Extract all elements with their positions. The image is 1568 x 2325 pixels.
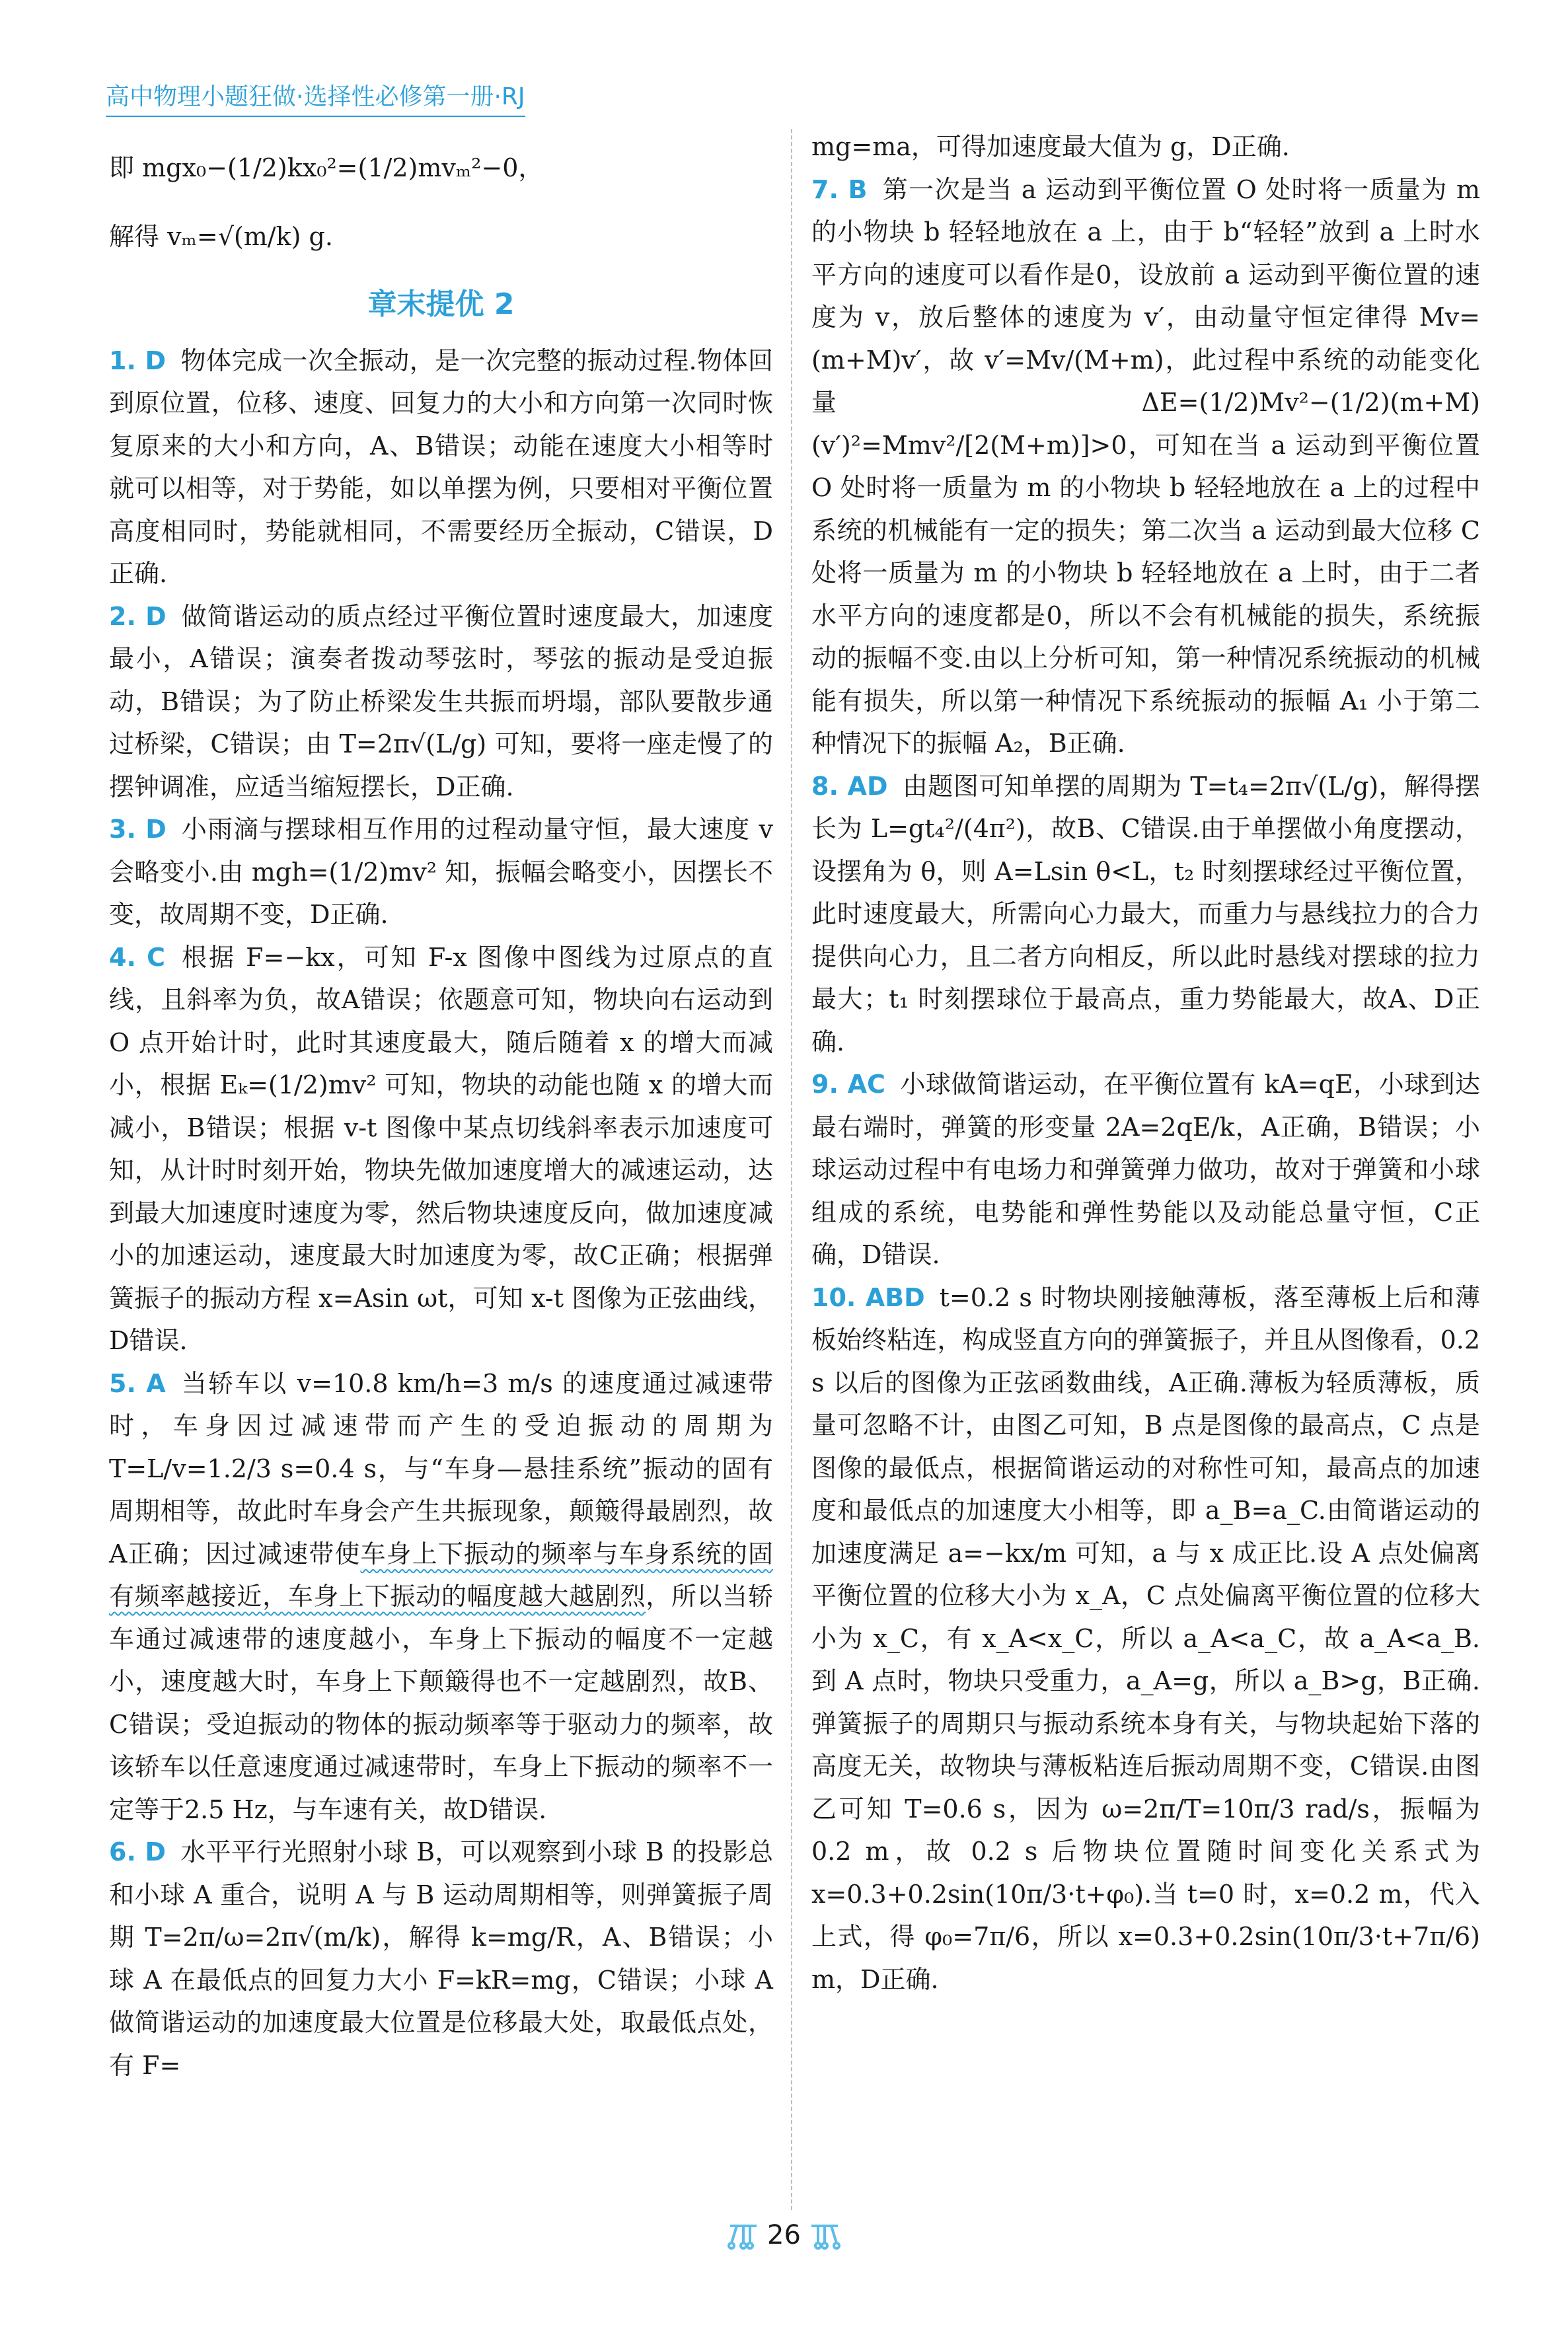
intro-result: 解得 vₘ=√(m/k) g.	[109, 222, 333, 251]
answer-item-6	[109, 1831, 773, 2086]
explanation: 物体完成一次全振动，是一次完整的振动过程.物体回到原位置，位移、速度、回复力的大小和方向第一次同时恢复原来的大小和方向，A、B错误；动能在速度大小相等时就可以相等，对于势能，如以单摆为例，只要相对平衡位置高度相同时，势能就相同，不需要经历全振动，C错误，D正确.	[109, 346, 773, 588]
pendulum-icon	[728, 2223, 758, 2250]
answer-key: 2. D	[109, 601, 167, 631]
answer-item-8	[811, 765, 1480, 1064]
explanation: 当轿车以 v=10.8 km/h=3 m/s 的速度通过减速带时，车身因过减速带而产生的受迫振动的周期为 T=L/v=1.2/3 s=0.4 s，与“车身—悬挂系统”振动的固有周期相等，故此时车身会产生共振现象，颠簸得最剧烈，故A正确；因过减速带使	[109, 1368, 773, 1568]
answer-item-10	[811, 1276, 1480, 2001]
explanation: 根据 F=−kx，可知 F-x 图像中图线为过原点的直线，且斜率为负，故A错误；依题意可知，物块向右运动到 O 点开始计时，此时其速度最大，随后随着 x 的增大而减小，根据 Eₖ=(1/2)mv² 可知，物块的动能也随 x 的增大而减小，B错误；根据 v-t 图像中某点切线斜率表示加速度可知，从计时时刻开始，物块先做加速度增大的减速运动，达到最大加速度时速度为零，然后物块速度反向，做加速度减小的加速运动，速度最大时加速度为零，故C正确；根据弹簧振子的振动方程 x=Asin ωt，可知 x-t 图像为正弦曲线，D错误.	[109, 942, 773, 1355]
answer-item-3	[109, 808, 773, 936]
explanation: t=0.2 s 时物块刚接触薄板，落至薄板上后和薄板始终粘连，构成竖直方向的弹簧振子，并且从图像看，0.2 s 以后的图像为正弦函数曲线，A正确.薄板为轻质薄板，质量可忽略不计，由图乙可知，B 点是图像的最高点，C 点是图像的最低点，根据简谐运动的对称性可知，最高点的加速度和最低点的加速度大小相等，即 a_B=a_C.由简谐运动的加速度满足 a=−kx/m 可知，a 与 x 成正比.设 A 点处偏离平衡位置的位移大小为 x_A，C 点处偏离平衡位置的位移大小为 x_C，有 x_A<x_C，所以 a_A<a_C，故 a_A<a_B.到 A 点时，物块只受重力，a_A=g，所以 a_B>g，B正确.弹簧振子的周期只与振动系统本身有关，与物块起始下落的高度无关，故物块与薄板粘连后振动周期不变，C错误.由图乙可知 T=0.6 s，因为 ω=2π/T=10π/3 rad/s，振幅为0.2 m，故 0.2 s 后物块位置随时间变化关系式为 x=0.3+0.2sin(10π/3·t+φ₀).当 t=0 时，x=0.2 m，代入上式，得 φ₀=7π/6，所以 x=0.3+0.2sin(10π/3·t+7π/6) m，D正确.	[811, 1282, 1480, 1994]
right-column	[811, 126, 1480, 2001]
intro-equation: 即 mgx₀−(1/2)kx₀²=(1/2)mvₘ²−0，	[109, 153, 544, 182]
answer-key: 9. AC	[811, 1070, 885, 1099]
emphasized-text: 车身上下振动的频率与车身系统的固有频率越接近，车身上下振动的幅度越大越剧烈	[109, 1539, 773, 1611]
explanation: 做简谐运动的质点经过平衡位置时速度最大，加速度最小，A错误；演奏者拨动琴弦时，琴弦的振动是受迫振动，B错误；为了防止桥梁发生共振而坍塌，部队要散步通过桥梁，C错误；由 T=2π√(L/g) 可知，要将一座走慢了的摆钟调准，应适当缩短摆长，D正确.	[109, 601, 773, 801]
answer-item-5	[109, 1362, 773, 1831]
answer-item-1	[109, 340, 773, 595]
pendulum-icon	[810, 2223, 840, 2250]
running-header: 高中物理小题狂做·选择性必修第一册·RJ	[106, 78, 525, 117]
explanation-end: ，所以当轿车通过减速带的速度越小，车身上下振动的幅度不一定越小，速度越大时，车身上下颠簸得也不一定越剧烈，故B、C错误；受迫振动的物体的振动频率等于驱动力的频率，故该轿车以任意速度通过减速带时，车身上下振动的频率不一定等于2.5 Hz，与车速有关，故D错误.	[109, 1582, 773, 1824]
page-number: 26	[767, 2220, 801, 2250]
explanation: 第一次是当 a 运动到平衡位置 O 处时将一质量为 m 的小物块 b 轻轻地放在 a 上，由于 b“轻轻”放到 a 上时水平方向的速度可以看作是0，设放前 a 运动到平衡位置的速度为 v，放后整体的速度为 v′，由动量守恒定律得 Mv=(m+M)v′，故 v′=Mv/(M+m)，此过程中系统的动能变化量 ΔE=(1/2)Mv²−(1/2)(m+M)(v′)²=Mmv²/[2(M+m)]>0，可知在当 a 运动到平衡位置 O 处时将一质量为 m 的小物块 b 轻轻地放在 a 上的过程中系统的机械能有一定的损失；第二次当 a 运动到最大位移 C 处将一质量为 m 的小物块 b 轻轻地放在 a 上时，由于二者水平方向的速度都是0，所以不会有机械能的损失，系统振动的振幅不变.由以上分析可知，第一种情况系统振动的机械能有损失，所以第一种情况下系统振动的振幅 A₁ 小于第二种情况下的振幅 A₂，B正确.	[811, 174, 1480, 758]
answer-item-2	[109, 595, 773, 809]
answer-key: 8. AD	[811, 771, 888, 801]
section-title: 章末提优 2	[367, 287, 515, 321]
answer-key: 3. D	[109, 815, 167, 844]
answer-item-6-continued: mg=ma，可得加速度最大值为 g，D正确.	[811, 132, 1290, 161]
page-footer	[0, 2220, 1568, 2250]
answer-key: 1. D	[109, 346, 167, 375]
column-divider	[791, 129, 792, 2210]
explanation: 水平平行光照射小球 B，可以观察到小球 B 的投影总和小球 A 重合，说明 A 与 B 运动周期相等，则弹簧振子周期 T=2π/ω=2π√(m/k)，解得 k=mg/R，A、B错误；小球 A 在最低点的回复力大小 F=kR=mg，C错误；小球 A 做简谐运动的加速度最大位置是位移最大处，取最低点处，有 F=	[109, 1837, 773, 2080]
explanation: 小球做简谐运动，在平衡位置有 kA=qE，小球到达最右端时，弹簧的形变量 2A=2qE/k，A正确，B错误；小球运动过程中有电场力和弹簧弹力做功，故对于弹簧和小球组成的系统，电势能和弹性势能以及动能总量守恒，C正确，D错误.	[811, 1070, 1480, 1269]
answer-key: 4. C	[109, 942, 166, 972]
answer-key: 10. ABD	[811, 1282, 925, 1312]
answer-key: 6. D	[109, 1837, 166, 1866]
answer-item-4	[109, 936, 773, 1362]
answer-key: 5. A	[109, 1368, 166, 1398]
answer-item-7	[811, 168, 1480, 765]
answer-item-9	[811, 1063, 1480, 1276]
explanation: 小雨滴与摆球相互作用的过程动量守恒，最大速度 v 会略变小.由 mgh=(1/2)mv² 知，振幅会略变小，因摆长不变，故周期不变，D正确.	[109, 815, 773, 929]
answer-key: 7. B	[811, 174, 868, 204]
explanation: 由题图可知单摆的周期为 T=t₄=2π√(L/g)，解得摆长为 L=gt₄²/(4π²)，故B、C错误.由于单摆做小角度摆动，设摆角为 θ，则 A=Lsin θ<L，t₂ 时刻摆球经过平衡位置，此时速度最大，所需向心力最大，而重力与悬线拉力的合力提供向心力，且二者方向相反，所以此时悬线对摆球的拉力最大；t₁ 时刻摆球位于最高点，重力势能最大，故A、D正确.	[811, 771, 1480, 1056]
left-column	[109, 129, 773, 2086]
